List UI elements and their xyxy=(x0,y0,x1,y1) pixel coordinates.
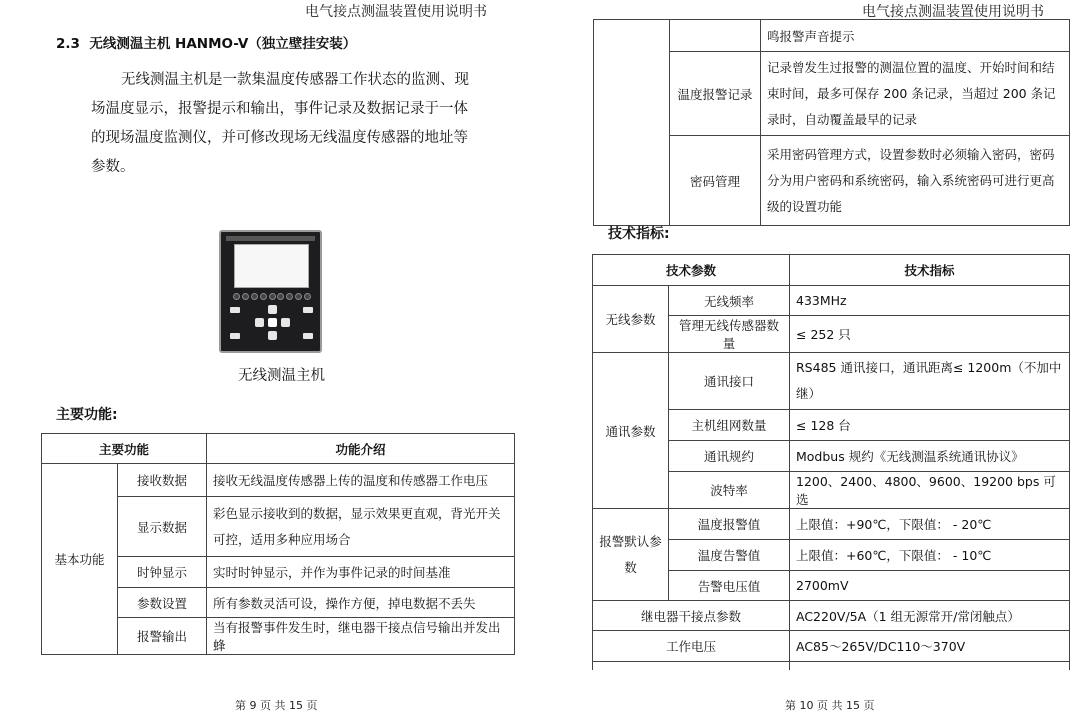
spec-value: 2700mV xyxy=(790,571,1070,601)
device-screen xyxy=(234,244,309,288)
function-desc: 采用密码管理方式，设置参数时必须输入密码，密码分为用户密码和系统密码，输入系统密码可进行更高级的设置功能 xyxy=(761,136,1070,226)
left-page-footer: 第 9 页 共 15 页 xyxy=(235,699,318,712)
function-name: 报警输出 xyxy=(118,618,207,655)
function-desc: 鸣报警声音提示 xyxy=(761,20,1070,52)
function-name: 密码管理 xyxy=(670,136,761,226)
main-functions-table xyxy=(41,433,515,655)
spec-value: ≤ 128 台 xyxy=(790,410,1070,441)
function-name: 时钟显示 xyxy=(118,557,207,588)
spec-value: 上限值：+60℃，下限值： - 10℃ xyxy=(790,540,1070,571)
spec-value: ≤ 252 只 xyxy=(790,316,1070,353)
function-desc: 彩色显示接收到的数据，显示效果更直观，背光开关可控，适用多种应用场合 xyxy=(207,497,515,557)
spec-value: AC220V/5A（1 组无源常开/常闭触点） xyxy=(790,601,1070,631)
device-photo xyxy=(219,230,322,353)
col-header-function: 主要功能 xyxy=(42,434,207,464)
spec-name: 温度告警值 xyxy=(669,540,790,571)
main-functions-continued-table xyxy=(593,19,1070,226)
spec-name: 继电器干接点参数 xyxy=(593,601,790,631)
spec-value: 上限值：+90℃，下限值： - 20℃ xyxy=(790,509,1070,540)
spec-value: AC85～265V/DC110～370V xyxy=(790,631,1070,662)
spec-name: 工作电压 xyxy=(593,631,790,662)
spec-name: 管理无线传感器数量 xyxy=(669,316,790,353)
spec-name: 波特率 xyxy=(669,472,790,509)
device-keypad xyxy=(255,305,291,341)
spec-group-wireless: 无线参数 xyxy=(593,286,669,353)
function-desc: 当有报警事件发生时，继电器干接点信号输出并发出蜂 xyxy=(207,618,515,655)
spec-group-alarm: 报警默认参数 xyxy=(593,509,669,601)
function-desc: 实时时钟显示，并作为事件记录的时间基准 xyxy=(207,557,515,588)
col-header-spec: 技术指标 xyxy=(790,255,1070,286)
col-header-param: 技术参数 xyxy=(593,255,790,286)
spec-name: 通讯规约 xyxy=(669,441,790,472)
spec-group-comm: 通讯参数 xyxy=(593,353,669,509)
function-desc: 所有参数灵活可设，操作方便，掉电数据不丢失 xyxy=(207,588,515,618)
function-name: 显示数据 xyxy=(118,497,207,557)
tech-specs-heading: 技术指标: xyxy=(608,226,670,242)
spec-name: 无线频率 xyxy=(669,286,790,316)
section-title xyxy=(56,32,356,52)
group-basic-functions: 基本功能 xyxy=(42,464,118,655)
function-name: 参数设置 xyxy=(118,588,207,618)
function-desc: 记录曾发生过报警的测温位置的温度、开始时间和结束时间，最多可保存 200 条记录，当超过 200 条记录时，自动覆盖最早的记录 xyxy=(761,52,1070,136)
spec-value: 433MHz xyxy=(790,286,1070,316)
section-number: 2.3 xyxy=(56,36,80,52)
right-page-header: 电气接点测温装置使用说明书 xyxy=(862,4,1044,20)
col-header-desc: 功能介绍 xyxy=(207,434,515,464)
tech-specs-table xyxy=(592,254,1070,670)
spec-value: 1200、2400、4800、9600、19200 bps 可选 xyxy=(790,472,1070,509)
function-name: 温度报警记录 xyxy=(670,52,761,136)
spec-value: RS485 通讯接口，通讯距离≤ 1200m（不加中继） xyxy=(790,353,1070,410)
intro-paragraph: 无线测温主机是一款集温度传感器工作状态的监测、现场温度显示，报警提示和输出，事件记录及数据记录于一体的现场温度监测仪，并可修改现场无线温度传感器的地址等参数。 xyxy=(91,72,469,175)
spec-name: 通讯接口 xyxy=(669,353,790,410)
spec-name: 告警电压值 xyxy=(669,571,790,601)
right-page-footer: 第 10 页 共 15 页 xyxy=(785,699,875,712)
spec-value: Modbus 规约《无线测温系统通讯协议》 xyxy=(790,441,1070,472)
image-caption: 无线测温主机 xyxy=(238,368,325,384)
spec-name: 主机组网数量 xyxy=(669,410,790,441)
main-functions-heading: 主要功能: xyxy=(56,407,118,423)
left-page-header: 电气接点测温装置使用说明书 xyxy=(305,4,487,20)
section-title-text: 无线测温主机 HANMO-V（独立壁挂安装） xyxy=(89,36,357,52)
spec-name: 温度报警值 xyxy=(669,509,790,540)
function-name: 接收数据 xyxy=(118,464,207,497)
function-desc: 接收无线温度传感器上传的温度和传感器工作电压 xyxy=(207,464,515,497)
